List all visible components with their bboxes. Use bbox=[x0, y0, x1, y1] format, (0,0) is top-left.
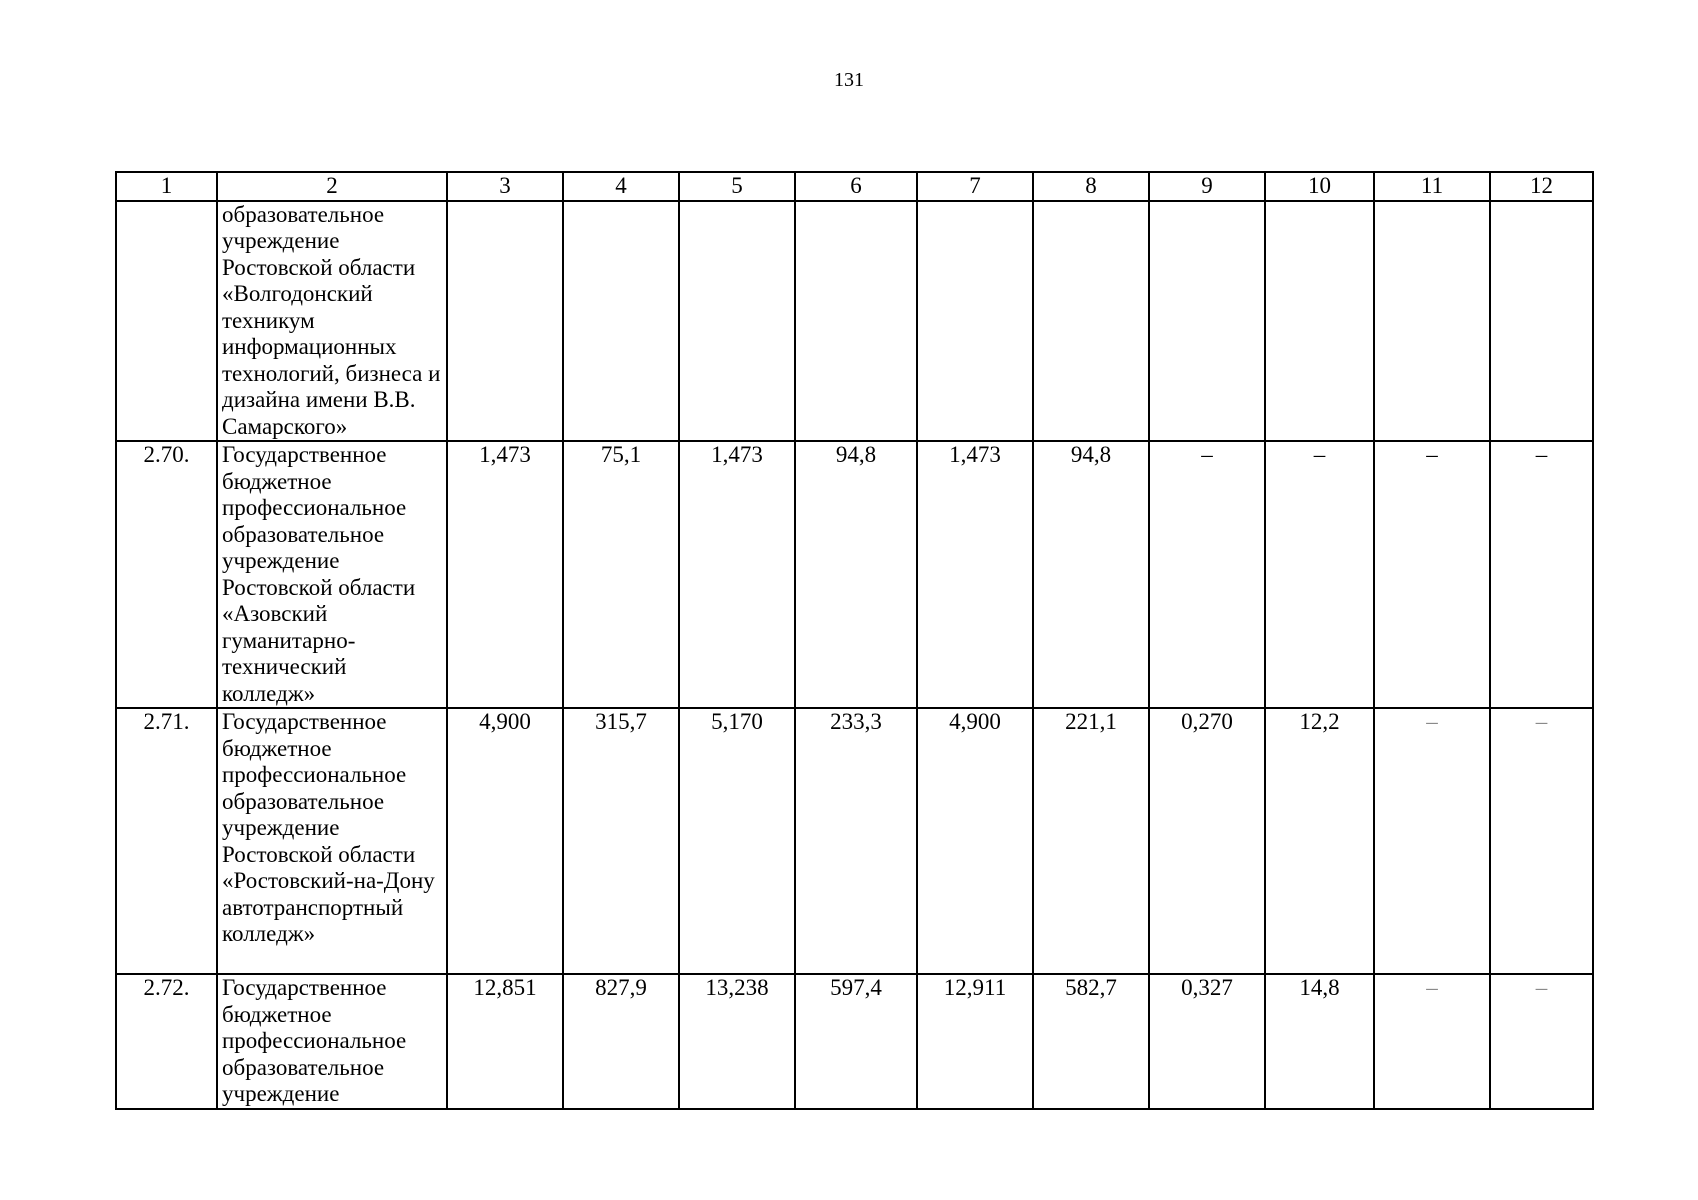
header-cell: 6 bbox=[795, 172, 917, 201]
value-cell: 233,3 bbox=[795, 708, 917, 974]
value-cell: 12,911 bbox=[917, 974, 1033, 1109]
value-cell: – bbox=[1149, 441, 1265, 708]
value-cell: 1,473 bbox=[679, 441, 795, 708]
value-cell: – bbox=[1490, 708, 1593, 974]
value-cell: 1,473 bbox=[447, 441, 563, 708]
value-cell: – bbox=[1490, 441, 1593, 708]
table-row bbox=[116, 201, 1593, 442]
page-number: 131 bbox=[834, 69, 864, 91]
value-cell: 221,1 bbox=[1033, 708, 1149, 974]
value-cell: 13,238 bbox=[679, 974, 795, 1109]
data-table bbox=[115, 171, 1594, 1110]
header-cell: 5 bbox=[679, 172, 795, 201]
header-cell: 9 bbox=[1149, 172, 1265, 201]
value-cell bbox=[679, 201, 795, 442]
value-cell: – bbox=[1374, 708, 1490, 974]
value-cell: 315,7 bbox=[563, 708, 679, 974]
row-number-cell bbox=[116, 201, 217, 442]
table-row bbox=[116, 974, 1593, 1109]
value-cell: 827,9 bbox=[563, 974, 679, 1109]
value-cell: 4,900 bbox=[447, 708, 563, 974]
value-cell: 12,2 bbox=[1265, 708, 1374, 974]
row-number-cell: 2.72. bbox=[116, 974, 217, 1109]
institution-name-cell: образовательное учреждение Ростовской области «Волгодонский техникум информационных технологий, бизнеса и дизайна имени В.В. Самарского» bbox=[217, 201, 447, 442]
value-cell bbox=[1033, 201, 1149, 442]
row-number-cell: 2.70. bbox=[116, 441, 217, 708]
header-cell: 1 bbox=[116, 172, 217, 201]
value-cell: 12,851 bbox=[447, 974, 563, 1109]
value-cell bbox=[1265, 201, 1374, 442]
value-cell bbox=[917, 201, 1033, 442]
header-cell: 7 bbox=[917, 172, 1033, 201]
value-cell: 597,4 bbox=[795, 974, 917, 1109]
value-cell: – bbox=[1490, 974, 1593, 1109]
table-header-row bbox=[116, 172, 1593, 201]
value-cell: 4,900 bbox=[917, 708, 1033, 974]
value-cell: 0,327 bbox=[1149, 974, 1265, 1109]
table-row bbox=[116, 441, 1593, 708]
value-cell: 94,8 bbox=[795, 441, 917, 708]
institution-name-cell: Государственное бюджетное профессиональное образовательное учреждение Ростовской области «Ростовский-на-Дону автотранспортный колледж» bbox=[217, 708, 447, 974]
value-cell bbox=[563, 201, 679, 442]
value-cell: 75,1 bbox=[563, 441, 679, 708]
value-cell: 582,7 bbox=[1033, 974, 1149, 1109]
header-cell: 12 bbox=[1490, 172, 1593, 201]
value-cell bbox=[795, 201, 917, 442]
header-cell: 2 bbox=[217, 172, 447, 201]
row-number-cell: 2.71. bbox=[116, 708, 217, 974]
value-cell: – bbox=[1265, 441, 1374, 708]
table-row bbox=[116, 708, 1593, 974]
value-cell: 14,8 bbox=[1265, 974, 1374, 1109]
value-cell bbox=[1149, 201, 1265, 442]
value-cell bbox=[1490, 201, 1593, 442]
header-cell: 11 bbox=[1374, 172, 1490, 201]
value-cell: 94,8 bbox=[1033, 441, 1149, 708]
header-cell: 3 bbox=[447, 172, 563, 201]
value-cell bbox=[1374, 201, 1490, 442]
header-cell: 4 bbox=[563, 172, 679, 201]
institution-name-cell: Государственное бюджетное профессиональное образовательное учреждение Ростовской области «Азовский гуманитарно-технический колледж» bbox=[217, 441, 447, 708]
value-cell: 0,270 bbox=[1149, 708, 1265, 974]
value-cell: 1,473 bbox=[917, 441, 1033, 708]
institution-name-cell: Государственное бюджетное профессиональное образовательное учреждение bbox=[217, 974, 447, 1109]
value-cell: – bbox=[1374, 974, 1490, 1109]
header-cell: 8 bbox=[1033, 172, 1149, 201]
value-cell bbox=[447, 201, 563, 442]
value-cell: – bbox=[1374, 441, 1490, 708]
header-cell: 10 bbox=[1265, 172, 1374, 201]
value-cell: 5,170 bbox=[679, 708, 795, 974]
